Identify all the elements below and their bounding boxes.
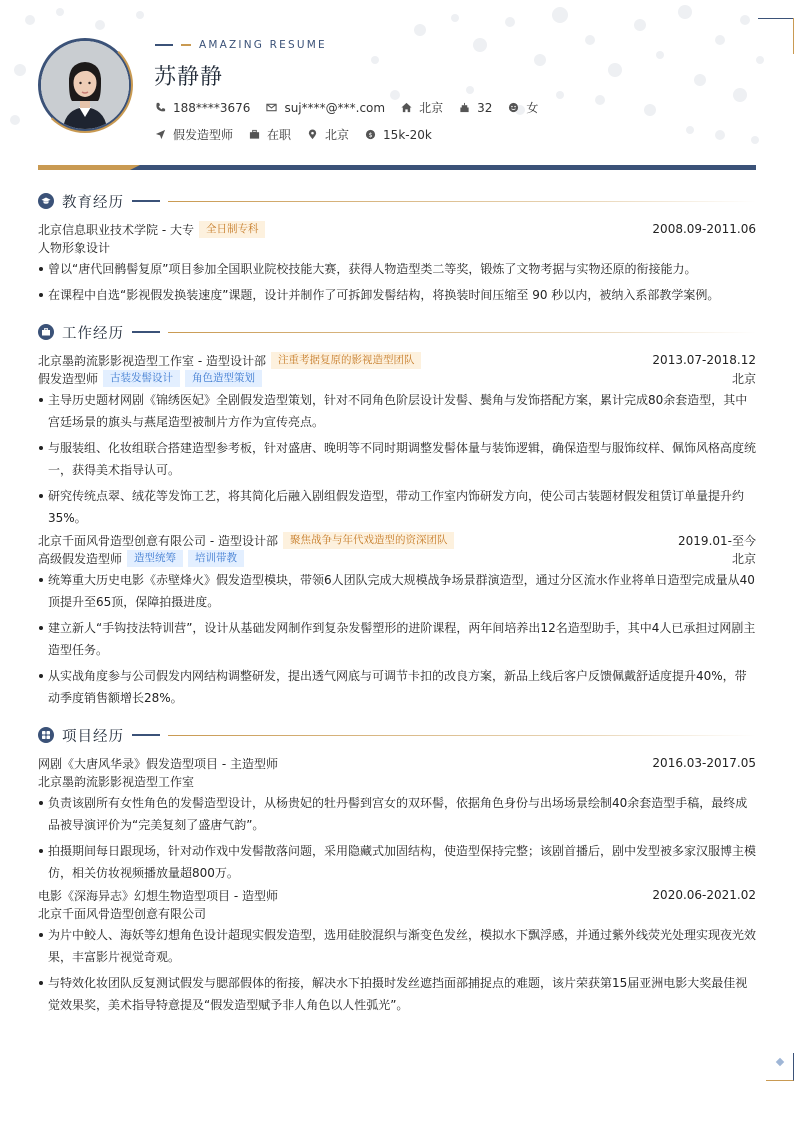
list-item: 与服装组、化妆组联合搭建造型参考板，针对盛唐、晚明等不同时期调整发髻体量与装饰逻辑，确保造型与服饰纹样、佩饰风格高度统一，获得美术指导认可。 [38,437,756,481]
list-item: 拍摄期间每日跟现场，针对动作戏中发髻散落问题，采用隐藏式加固结构，使造型保持完整；该剧首播后，剧中发型被多家汉服博主模仿，相关仿妆视频播放量超800万。 [38,840,756,884]
company-tag: 注重考据复原的影视造型团队 [271,352,422,369]
divider-notch [130,165,140,170]
job-target-text: 假发造型师 [173,128,234,142]
email-info [266,101,385,115]
education-bullets [38,258,756,306]
work-location: 北京 [731,551,756,566]
section-line-short [132,200,160,202]
phone-info [155,101,250,115]
avatar [41,41,129,129]
candidate-name: 苏静静 [154,65,224,90]
target-city-info [307,126,349,143]
city-text: 北京 [419,101,444,115]
list-item: 从实战角度参与公司假发内网结构调整研发，提出透气网底与可调节卡扣的改良方案，新品上线后客户反馈佩戴舒适度提升40%，带动季度销售额增长28%。 [38,665,756,709]
education-title-row [38,220,756,238]
section-line-short [132,734,160,736]
phone-icon [155,102,166,113]
company-tag: 聚焦战争与年代戏造型的资深团队 [283,532,455,549]
corner-decoration-top-right [758,18,794,54]
degree-tag: 全日制专科 [199,221,266,238]
list-item: 在课程中自选“影视假发换装速度”课题，设计并制作了可拆卸发髻结构，将换装时间压缩至 90 秒以内，被纳入系部教学案例。 [38,284,756,306]
section-work-header [38,322,756,342]
smile-icon [508,102,519,113]
city-info [401,99,443,116]
project-name: 电影《深海异志》幻想生物造型项目 - 造型师 [38,888,278,903]
company-name: 北京墨韵流影影视造型工作室 - 造型设计部 [38,353,266,368]
education-period: 2008.09-2011.06 [652,222,756,236]
work-location: 北京 [731,371,756,386]
gender-info [508,99,538,116]
project-org-row [38,772,756,790]
project-title-row [38,886,756,904]
project-entry-1 [38,754,756,888]
school-name: 北京信息职业技术学院 - 大专 [38,222,194,237]
list-item: 为片中鲛人、海妖等幻想角色设计超现实假发造型，选用硅胶混织与渐变色发丝，模拟水下飘浮感，并通过紫外线荧光处理实现夜光效果，丰富影片视觉奇观。 [38,924,756,968]
job-target-info [155,126,233,143]
list-item: 统筹重大历史电影《赤壁烽火》假发造型模块，带领6人团队完成大规模战争场景群演造型，通过分区流水作业将单日造型完成量从40顶提升至65顶，保障拍摄进度。 [38,569,756,613]
project-name: 网剧《大唐风华录》假发造型项目 - 主造型师 [38,756,278,771]
resume-tagline [155,39,327,51]
divider-gold-segment [38,165,130,170]
list-item: 主导历史题材网剧《锦绣医妃》全剧假发造型策划，针对不同角色阶层设计发髻、鬓角与发饰搭配方案，累计完成80余套造型，其中宫廷场景的旗头与燕尾造型被制片方作为宣传亮点。 [38,389,756,433]
job-intention-row [155,126,448,143]
list-item: 建立新人“手钩技法特训营”，设计从基础发网制作到复杂发髻塑形的进阶课程，两年间培养出12名造型助手，其中4人已承担过网剧主造型任务。 [38,617,756,661]
header-divider [38,165,756,170]
education-entry [38,220,756,310]
briefcase-section-icon [38,324,54,340]
salary-info [365,128,432,142]
phone-text: 188****3676 [173,100,251,115]
project-org: 北京千面风骨造型创意有限公司 [38,906,207,921]
company-name: 北京千面风骨造型创意有限公司 - 造型设计部 [38,533,278,548]
education-major-row [38,238,756,256]
work-bullets [38,389,756,529]
portrait-photo [41,41,129,129]
salary-text: 15k-20k [383,127,432,142]
section-title: 教育经历 [62,194,124,211]
contact-info-row [155,99,554,116]
section-education-header [38,191,756,211]
section-title: 工作经历 [62,325,124,342]
status-info [249,126,291,143]
location-pin-icon [307,129,318,140]
divider-navy-segment [130,165,756,170]
project-org-row [38,904,756,922]
coin-icon [365,129,376,140]
project-period: 2020.06-2021.02 [652,888,756,902]
project-entry-2 [38,886,756,1020]
tagline-line-navy [155,44,173,46]
work-period: 2013.07-2018.12 [652,353,756,367]
list-item: 曾以“唐代回鹘髻复原”项目参加全国职业院校技能大赛，获得人物造型类二等奖，锻炼了文物考据与实物还原的衔接能力。 [38,258,756,280]
email-text: suj****@***.com [284,100,386,115]
project-bullets [38,924,756,1016]
work-entry-2 [38,531,756,713]
target-city-text: 北京 [325,128,350,142]
section-line-short [132,331,160,333]
list-item: 与特效化妆团队反复测试假发与腮部假体的衔接，解决水下拍摄时发丝遮挡面部捕捉点的难题，该片荣获第15届亚洲电影大奖最佳视觉效果奖，美术指导特意提及“假发造型赋予非人角色以人性弧光”。 [38,972,756,1016]
send-icon [155,129,166,140]
age-text: 32 [477,100,493,115]
work-title-row [38,351,756,369]
list-item: 负责该剧所有女性角色的发髻造型设计，从杨贵妃的牡丹髻到宫女的双环髻，依据角色身份与出场场景绘制40余套造型手稿，最终成品被导演评价为“完美复刻了盛唐气韵”。 [38,792,756,836]
work-period: 2019.01-至今 [678,533,756,548]
section-line-long [168,332,756,333]
role-name: 高级假发造型师 [38,551,123,566]
skill-tag: 培训带教 [188,550,244,567]
work-role-row [38,369,756,387]
project-bullets [38,792,756,884]
work-entry-1 [38,351,756,533]
mail-icon [266,102,277,113]
briefcase-icon [249,129,260,140]
skill-tag: 古装发髻设计 [103,370,180,387]
skill-tag: 造型统筹 [127,550,183,567]
graduation-cap-icon [38,193,54,209]
skill-tag: 角色造型策划 [185,370,262,387]
tagline-text: AMAZING RESUME [199,39,327,51]
grid-icon [38,727,54,743]
avatar-frame [38,38,132,132]
project-period: 2016.03-2017.05 [652,756,756,770]
list-item: 研究传统点翠、绒花等发饰工艺，将其简化后融入剧组假发造型，带动工作室内饰研发方向，使公司古装题材假发租赁订单量提升约35%。 [38,485,756,529]
age-info [459,101,492,115]
work-role-row [38,549,756,567]
work-bullets [38,569,756,709]
role-name: 假发造型师 [38,371,99,386]
section-line-long [168,735,756,736]
svg-text:$: $ [368,130,373,139]
project-org: 北京墨韵流影影视造型工作室 [38,774,195,789]
section-title: 项目经历 [62,728,124,745]
major-name: 人物形象设计 [38,240,111,255]
status-text: 在职 [267,128,292,142]
gender-text: 女 [526,101,539,115]
project-title-row [38,754,756,772]
work-title-row [38,531,756,549]
tagline-line-gold [181,44,191,46]
section-line-long [168,201,756,202]
cake-icon [459,102,470,113]
home-icon [401,102,412,113]
section-projects-header [38,725,756,745]
